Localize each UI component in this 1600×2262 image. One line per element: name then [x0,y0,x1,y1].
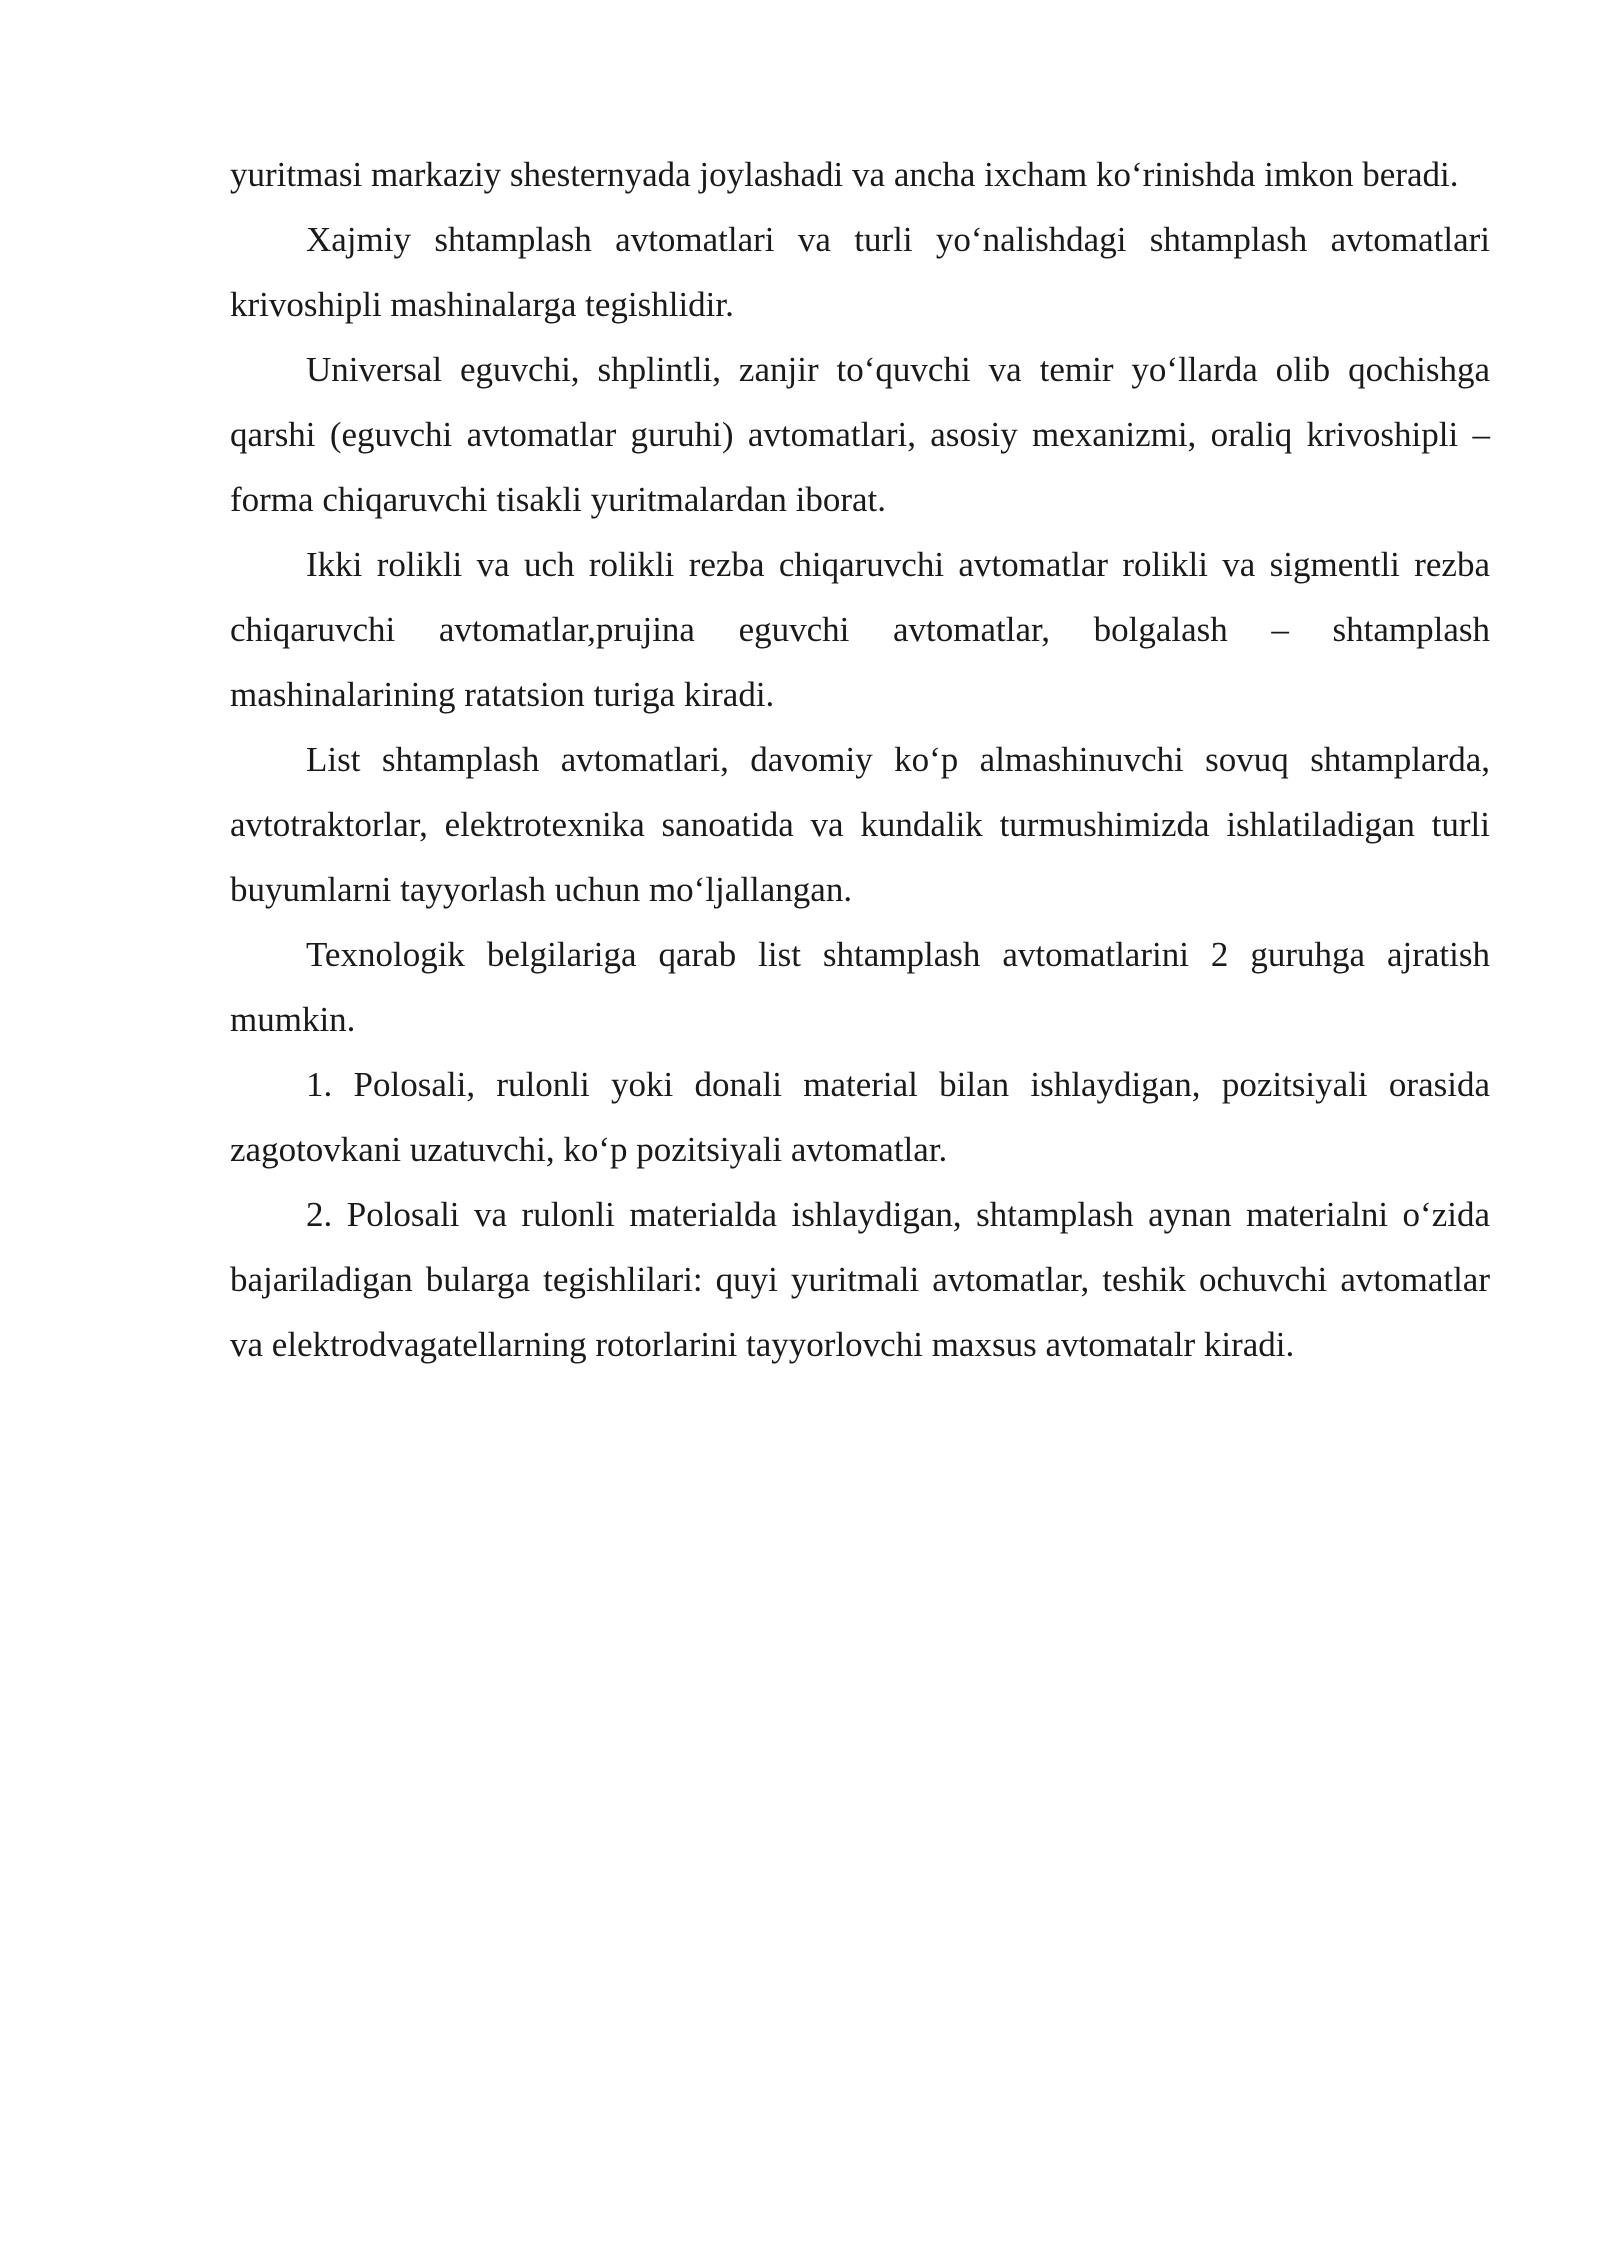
paragraph: List shtamplash avtomatlari, davomiy ko‘p almashinuvchi sovuq shtamplarda, avtotraktorlar, elektrotexnika sanoatida va kundalik turmushimizda ishlatiladigan turli buyumlarni tayyorlash uchun mo‘ljallangan. [230,740,1490,909]
paragraph: Universal eguvchi, shplintli, zanjir to‘quvchi va temir yo‘llarda olib qochishga qarshi (eguvchi avtomatlar guruhi) avtomatlari, asosiy mexanizmi, oraliq krivoshipli – forma chiqaruvchi tisakli yuritmalardan iborat. [230,350,1490,519]
paragraph: Xajmiy shtamplash avtomatlari va turli yo‘nalishdagi shtamplash avtomatlari krivoshipli mashinalarga tegishlidir. [230,220,1490,324]
paragraph-continuation: yuritmasi markaziy shesternyada joylashadi va ancha ixcham ko‘rinishda imkon beradi. [230,155,1459,194]
document-body [230,142,1490,1377]
paragraph: Texnologik belgilariga qarab list shtamplash avtomatlarini 2 guruhga ajratish mumkin. [230,935,1490,1039]
paragraph: Ikki rolikli va uch rolikli rezba chiqaruvchi avtomatlar rolikli va sigmentli rezba chiqaruvchi avtomatlar,prujina eguvchi avtomatlar, bolgalash – shtamplash mashinalarining ratatsion turiga kiradi. [230,545,1490,714]
list-item: 2. Polosali va rulonli materialda ishlaydigan, shtamplash aynan materialni o‘zida bajariladigan bularga tegishlilari: quyi yuritmali avtomatlar, teshik ochuvchi avtomatlar va elektrodvagatellarning rotorlarini tayyorlovchi maxsus avtomatalr kiradi. [230,1195,1490,1364]
list-item: 1. Polosali, rulonli yoki donali material bilan ishlaydigan, pozitsiyali orasida zagotovkani uzatuvchi, ko‘p pozitsiyali avtomatlar. [230,1065,1490,1169]
